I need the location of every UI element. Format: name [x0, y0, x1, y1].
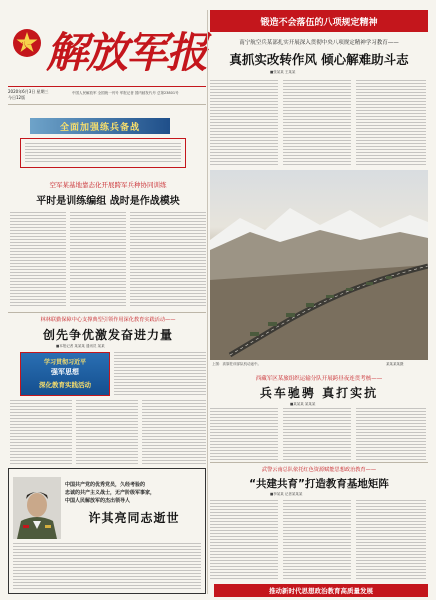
obituary-headline: 许其亮同志逝世 — [88, 511, 180, 525]
svg-text:八一: 八一 — [20, 41, 34, 49]
top-article-body-3 — [356, 80, 426, 166]
article1-body-3 — [130, 212, 206, 308]
article4-headline: “共建共育”打造教育基地矩阵 — [249, 478, 389, 490]
top-article-kicker: 南宁航空兵某部扎实开展深入贯彻中央八项规定精神学习教育—— — [239, 40, 399, 46]
landscape-illustration — [210, 170, 428, 360]
masthead — [8, 10, 206, 86]
obituary-line3: 中国人民解放军的杰出领导人 — [65, 498, 131, 504]
ribbon-text: 全面加强练兵备战 — [59, 122, 140, 133]
landscape-photo — [210, 170, 428, 360]
article4-top-rule — [210, 462, 428, 463]
obituary-frame — [8, 468, 206, 594]
obituary-portrait — [13, 477, 61, 539]
obituary-line1: 中国共产党的优秀党员，久经考验的 — [65, 482, 146, 488]
photo-caption-left: 上图：高原驻训部队机动途中。 — [212, 362, 261, 366]
top-article-byline: ■张某某 王某某 — [270, 70, 296, 74]
obituary-body — [13, 543, 201, 589]
column-divider — [207, 10, 208, 594]
article1-lead-box — [20, 138, 186, 168]
article1-body-1 — [10, 212, 66, 308]
top-article-headline: 真抓实改转作风 倾心解难助斗志 — [229, 52, 409, 67]
obituary-line2: 忠诚的共产主义战士，无产阶级军事家， — [65, 490, 156, 496]
box-banner-line2: 强军思想 — [51, 368, 79, 376]
article1-body-2 — [70, 212, 126, 308]
box-banner-line3: 深化教育实践活动 — [39, 381, 91, 389]
top-banner — [210, 10, 428, 32]
article4-body-2 — [283, 500, 351, 580]
masthead-rule — [8, 86, 206, 87]
article3-body-3 — [356, 408, 426, 460]
article2-body-4 — [142, 400, 206, 466]
article2-kicker: 林林联勤保障中心支撑典型引领作用深化教育实践活动—— — [40, 317, 176, 323]
ribbon — [30, 118, 170, 134]
article3-kicker: 西藏军区某旅组织运输分队开展跨昼夜连贯考核—— — [255, 376, 383, 382]
article4-body-1 — [210, 500, 278, 580]
top-article-body-1 — [210, 80, 278, 166]
article3-byline: ■某某某 某某某 — [290, 402, 316, 406]
bottom-banner-text: 推动新时代思想政治教育高质量发展 — [269, 587, 373, 595]
article1-headline: 平时是训练编组 战时是作战模块 — [36, 196, 180, 207]
article3-body-2 — [283, 408, 351, 460]
article2-body-3 — [76, 400, 138, 466]
photo-caption-right: 某某某某摄 — [386, 362, 404, 366]
masthead-date: 2020年6月3日 星期三 — [8, 89, 49, 94]
article1-lead-text — [25, 143, 181, 164]
party-emblem-icon — [12, 28, 42, 58]
article2-byline: ■本报记者 某某某 通讯员 某某 — [56, 344, 105, 348]
article4-body-3 — [356, 500, 426, 580]
article4-kicker: 武警云南总队依托红色资源赋能思想政治教育—— — [261, 467, 377, 473]
article4-byline: ■李某某 记者某某某 — [270, 492, 303, 496]
masthead-meta: 中国人民解放军 全国统一刊号 军报记者 国内邮发代号 总第23801号 — [72, 91, 179, 95]
top-banner-text: 锻造不会落伍的八项规定精神 — [260, 17, 378, 28]
top-article-body-2 — [283, 80, 351, 166]
masthead-issue: 今日12版 — [8, 95, 26, 100]
article1-kicker: 空军某基地靠态化开展跨军兵种协同训练 — [49, 181, 167, 189]
masthead-rule-bottom — [8, 104, 206, 105]
box-banner-line1: 学习贯彻习近平 — [43, 359, 86, 366]
article3-body-1 — [210, 408, 278, 460]
masthead-title: 解放军报 — [46, 28, 207, 77]
bottom-banner — [214, 584, 428, 597]
box-banner — [20, 352, 110, 396]
article2-top-rule — [8, 312, 206, 313]
article2-body-1 — [114, 352, 206, 396]
article2-headline: 创先争优激发奋进力量 — [42, 328, 173, 342]
article2-body-2 — [10, 400, 72, 466]
article3-headline: 兵车驰骋 真打实抗 — [259, 386, 379, 400]
